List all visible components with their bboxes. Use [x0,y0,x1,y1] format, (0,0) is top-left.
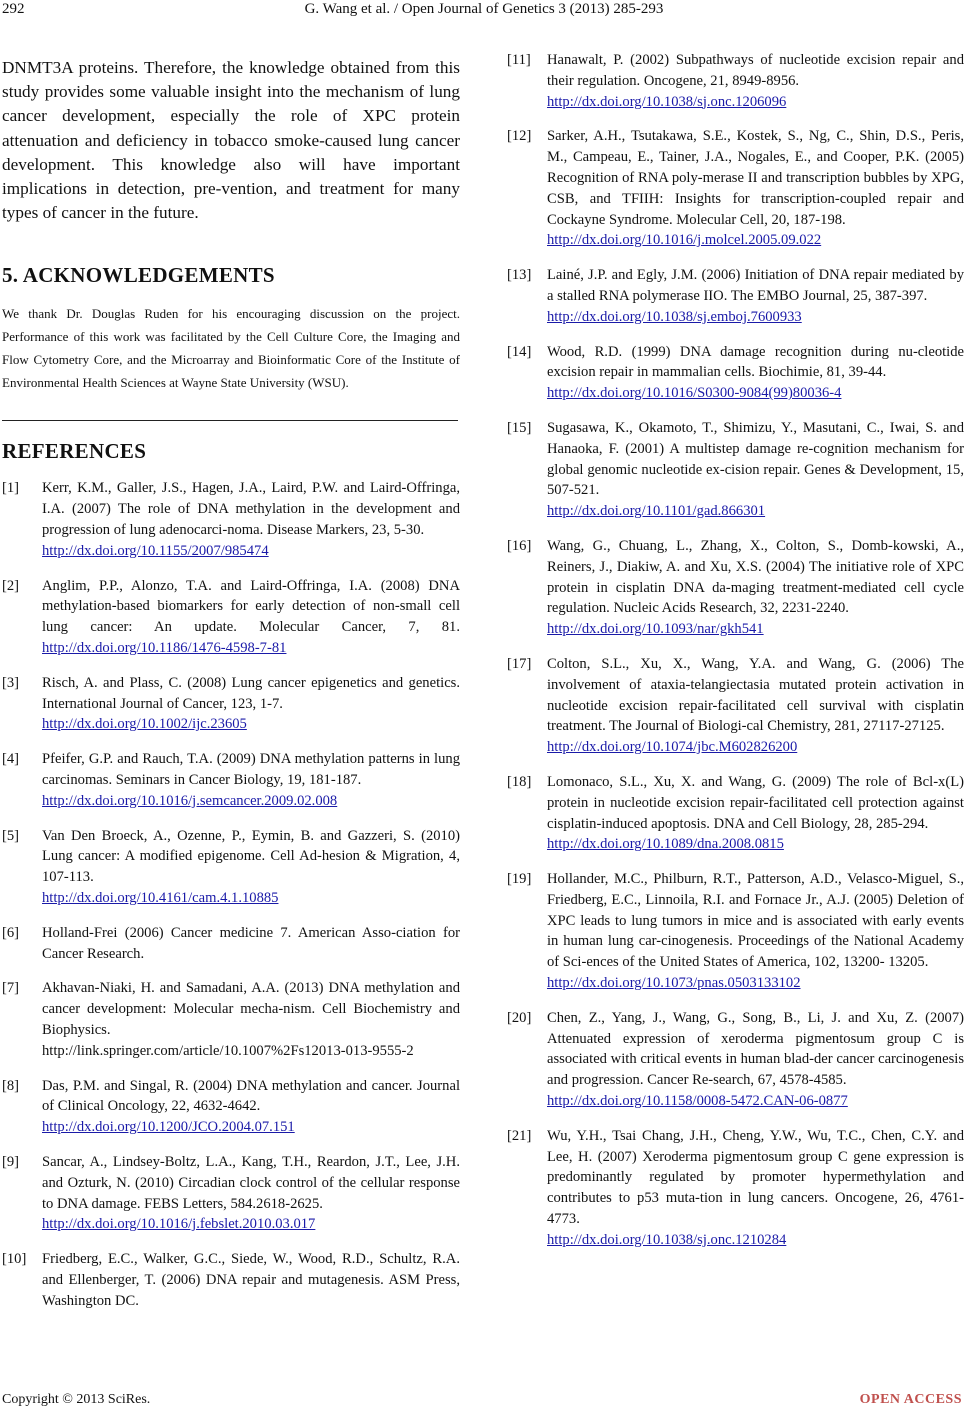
reference-item [2,923,460,965]
page-number: 292 [2,1,25,17]
reference-text: Sancar, A., Lindsey-Boltz, L.A., Kang, T.H., Reardon, J.T., Lee, J.H. and Ozturk, N. (2010) Circadian clock control of the cellular response to DNA damage. FEBS Letters, 584.2618-2625. [42,1153,460,1212]
reference-number: [6] [2,924,20,941]
page-header [0,0,968,28]
reference-text: Anglim, P.P., Alonzo, T.A. and Laird-Offringa, I.A. (2008) DNA methylation-based biomarkers for early detection of non-small cell lung cancer: An update. Molecular Cancer, 7, 81. [42,577,460,636]
reference-item [507,50,964,112]
reference-item [2,826,460,909]
reference-text: Pfeifer, G.P. and Rauch, T.A. (2009) DNA methylation patterns in lung carcinomas. Seminars in Cancer Biology, 19, 181-187. [42,751,460,788]
reference-doi-link[interactable]: http://dx.doi.org/10.1016/S0300-9084(99)80036-4 [547,385,842,402]
reference-item [2,576,460,659]
reference-doi-link[interactable]: http://dx.doi.org/10.1074/jbc.M602826200 [547,739,798,756]
reference-item [507,265,964,327]
reference-number: [20] [507,1009,532,1026]
reference-number: [16] [507,537,532,554]
reference-doi-link[interactable]: http://dx.doi.org/10.1089/dna.2008.0815 [547,836,784,853]
reference-number: [13] [507,267,532,284]
reference-number: [5] [2,827,20,844]
reference-text: Wood, R.D. (1999) DNA damage recognition during nu-cleotide excision repair in mammalian cells. Biochimie, 81, 39-44. [547,343,964,381]
reference-doi-link[interactable]: http://dx.doi.org/10.1038/sj.emboj.7600933 [547,308,802,325]
reference-text: Sarker, A.H., Tsutakawa, S.E., Kostek, S., Ng, C., Shin, D.S., Peris, M., Campeau, E., Tainer, J.A., Nogales, E., and Cooper, P.K. (2005) Recognition of RNA poly-merase II and transcription bubbles by XPG, CSB, and TFIIH: Insights for transcription-coupled repair and Cockayne Syndrome. Molecular Cell, 20, 187-198. [547,128,964,228]
reference-doi-link[interactable]: http://dx.doi.org/10.1002/ijc.23605 [42,716,247,733]
reference-text: Lainé, J.P. and Egly, J.M. (2006) Initiation of DNA repair mediated by a stalled RNA polymerase IIO. The EMBO Journal, 25, 387-397. [547,267,964,304]
reference-number: [7] [2,980,20,997]
reference-doi-link[interactable]: http://dx.doi.org/10.1016/j.febslet.2010.03.017 [42,1216,316,1233]
reference-text: Hollander, M.C., Philburn, R.T., Patterson, A.D., Velasco-Miguel, S., Friedberg, E.C., Linnoila, R.I. and Fornace Jr., A.J. (2005) Deletion of XPC leads to lung tumors in mice and is associated with early events in human lung car-cinogenesis. Proceedings of the National Academy of Sci-ences of the United States of America, 102, 13200- 13205. [547,871,964,971]
reference-item [507,869,964,994]
reference-text: Kerr, K.M., Galler, J.S., Hagen, J.A., Laird, P.W. and Laird-Offringa, I.A. (2007) The role of DNA methylation in the development and progression of lung adenocarci-noma. Disease Markers, 23, 5-30. [42,480,460,539]
reference-number: [18] [507,773,532,790]
reference-item [507,654,964,758]
left-column [2,56,460,1326]
reference-text: Friedberg, E.C., Walker, G.C., Siede, W., Wood, R.D., Schultz, R.A. and Ellenberger, T. (2006) DNA repair and mutagenesis. ASM Press, Washington DC. [42,1251,460,1309]
reference-item [507,536,964,640]
reference-number: [11] [507,52,531,68]
reference-text: Das, P.M. and Singal, R. (2004) DNA methylation and cancer. Journal of Clinical Oncology, 22, 4632-4642. [42,1077,460,1115]
acknowledgements-heading: 5. ACKNOWLEDGEMENTS [2,263,275,288]
reference-doi-link[interactable]: http://dx.doi.org/10.1093/nar/gkh541 [547,621,764,638]
reference-number: [10] [2,1251,27,1268]
reference-text: Akhavan-Niaki, H. and Samadani, A.A. (2013) DNA methylation and cancer development: Molecular mecha-nism. Cell Biochemistry and Biophysics. [42,980,460,1038]
reference-text: Lomonaco, S.L., Xu, X. and Wang, G. (2009) The role of Bcl-x(L) protein in nucleotide excision repair-facilitated cell protection against cisplatin-induced apoptosis. DNA and Cell Biology, 28, 285-294. [547,773,964,832]
reference-number: [17] [507,655,532,672]
acknowledgements-text: We thank Dr. Douglas Ruden for his encouraging discussion on the project. Performance of this work was facilitated by the Cell Culture Core, the Imaging and Flow Cytometry Core, and the Microarray and Bioinformatic Core of the Institute of Environmental Health Sciences at Wayne State University (WSU). [2,306,460,391]
reference-number: [4] [2,751,20,768]
reference-item [2,478,460,561]
open-access-label: OPEN ACCESS [859,1392,962,1407]
reference-item [507,1008,964,1112]
right-column [507,50,964,1265]
reference-text: Van Den Broeck, A., Ozenne, P., Eymin, B. and Gazzeri, S. (2010) Lung cancer: A modified epigenome. Cell Ad-hesion & Migration, 4, 107-113. [42,827,460,886]
reference-number: [9] [2,1153,20,1170]
references-heading: REFERENCES [2,439,147,464]
reference-item [507,772,964,855]
reference-doi-link[interactable]: http://dx.doi.org/10.1016/j.molcel.2005.09.022 [547,232,822,249]
reference-number: [15] [507,419,532,436]
body-paragraph: DNMT3A proteins. Therefore, the knowledge obtained from this study provides some valuable insight into the mechanism of lung cancer development, especially the role of XPC protein attenuation and deficiency in tobacco smoke-caused lung cancer development. This knowledge also will have important implications in detection, pre-vention, and treatment for many types of cancer in the future. [2,58,460,223]
reference-doi-link[interactable]: http://dx.doi.org/10.1073/pnas.0503133102 [547,975,801,992]
reference-item [2,673,460,735]
reference-number: [1] [2,480,20,497]
section-divider [2,420,458,421]
reference-text: Risch, A. and Plass, C. (2008) Lung cancer epigenetics and genetics. International Journal of Cancer, 123, 1-7. [42,674,460,712]
reference-number: [12] [507,128,532,145]
reference-number: [8] [2,1077,20,1094]
page-footer [0,1392,968,1412]
reference-text: Wu, Y.H., Tsai Chang, J.H., Cheng, Y.W., Wu, T.C., Chen, C.Y. and Lee, H. (2007) Xeroderma pigmentosum group C gene expression is predominantly regulated by promoter hypermethylation and contributes to p53 muta-tion in lung cancers. Oncogene, 26, 4761-4773. [547,1127,964,1228]
reference-text: Colton, S.L., Xu, X., Wang, Y.A. and Wang, G. (2006) The involvement of ataxia-telangiectasia mutated protein activation in nucleotide excision repair-facilitated cell survival with cisplatin treatment. The Journal of Biologi-cal Chemistry, 281, 27117-27125. [547,655,964,735]
reference-number: [2] [2,577,20,594]
running-title: G. Wang et al. / Open Journal of Genetics 3 (2013) 285-293 [304,1,664,17]
reference-item [2,749,460,811]
reference-number: [21] [507,1127,532,1144]
reference-number: [3] [2,674,20,691]
copyright-notice: Copyright © 2013 SciRes. [2,1392,151,1407]
reference-item [507,418,964,522]
reference-doi-link[interactable]: http://dx.doi.org/10.1038/sj.onc.1206096 [547,93,787,110]
reference-item [2,1076,460,1138]
reference-doi-link[interactable]: http://dx.doi.org/10.1016/j.semcancer.2009.02.008 [42,792,338,809]
reference-doi-link[interactable]: http://dx.doi.org/10.4161/cam.4.1.10885 [42,889,279,906]
reference-doi-link[interactable]: http://dx.doi.org/10.1038/sj.onc.1210284 [547,1231,787,1248]
reference-text: Wang, G., Chuang, L., Zhang, X., Colton, S., Domb-kowski, A., Reiners, J., Diakiw, A. and Xu, X.S. (2004) The initiative role of XPC protein in cisplatin DNA da-maging treatment-mediated cell cycle regulation. Nucleic Acids Research, 32, 2231-2240. [547,537,964,617]
reference-doi-link[interactable]: http://dx.doi.org/10.1158/0008-5472.CAN-06-0877 [547,1093,848,1110]
reference-url: http://link.springer.com/article/10.1007%2Fs12013-013-9555-2 [42,1042,414,1059]
reference-text: Sugasawa, K., Okamoto, T., Shimizu, Y., Masutani, C., Iwai, S. and Hanaoka, F. (2001) A multistep damage re-cognition mechanism for global genomic nucleotide ex-cision repair. Genes & Development, 15, 507-521. [547,419,964,499]
reference-doi-link[interactable]: http://dx.doi.org/10.1186/1476-4598-7-81 [42,640,287,656]
reference-text: Holland-Frei (2006) Cancer medicine 7. American Asso-ciation for Cancer Research. [42,924,460,962]
reference-item [507,1126,964,1251]
reference-text: Chen, Z., Yang, J., Wang, G., Song, B., Li, J. and Xu, Z. (2007) Attenuated expression of xeroderma pigmentosum group C is associated with critical events in human blad-der cancer carcinogenesis and progression. Cancer Re-search, 67, 4578-4585. [547,1009,964,1089]
reference-item [507,126,964,251]
reference-item [2,1249,460,1311]
reference-item [2,1152,460,1235]
reference-doi-link[interactable]: http://dx.doi.org/10.1200/JCO.2004.07.151 [42,1119,295,1136]
reference-text: Hanawalt, P. (2002) Subpathways of nucleotide excision repair and their regulation. Oncogene, 21, 8949-8956. [547,52,964,89]
reference-item [2,978,460,1061]
reference-doi-link[interactable]: http://dx.doi.org/10.1101/gad.866301 [547,503,766,520]
reference-number: [19] [507,871,532,888]
reference-number: [14] [507,343,532,360]
reference-item [507,342,964,404]
reference-doi-link[interactable]: http://dx.doi.org/10.1155/2007/985474 [42,542,269,559]
